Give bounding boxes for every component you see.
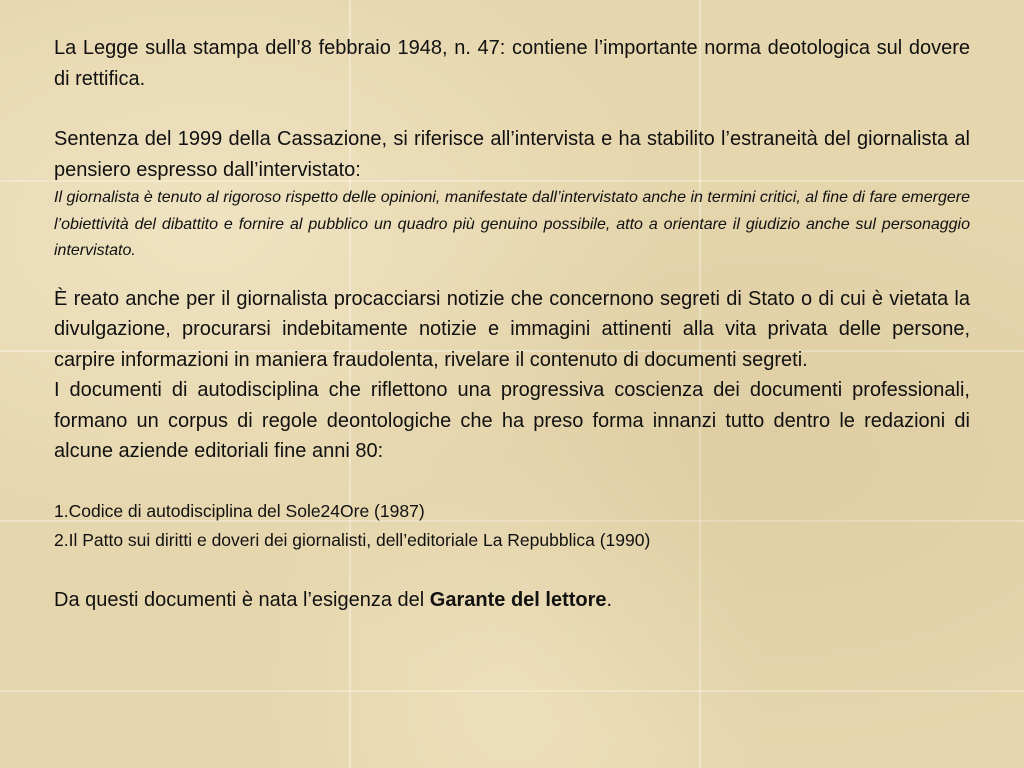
- paragraph-sentenza-cassazione: Sentenza del 1999 della Cassazione, si riferisce all’intervista e ha stabilito l’estraneità del giornalista al pensiero espresso dall’intervistato:: [54, 128, 970, 181]
- spacer: [54, 555, 970, 585]
- documents-list: [54, 497, 970, 555]
- list-item: 1.Codice di autodisciplina del Sole24Ore (1987): [54, 500, 425, 521]
- paragraph-garante: [54, 585, 970, 616]
- paragraph-reato: È reato anche per il giornalista procacciarsi notizie che concernono segreti di Stato o di cui è vietata la divulgazione, procurarsi indebitamente notizie e immagini attinenti alla vita privata delle persone, carpire informazioni in maniera fraudolenta, rivelare il contenuto di documenti segreti.: [54, 287, 970, 371]
- spacer: [54, 94, 970, 124]
- garante-del-lettore: Garante del lettore: [429, 588, 607, 611]
- paragraph-legge-stampa: La Legge sulla stampa dell’8 febbraio 1948, n. 47: contiene l’importante norma deotologica sul dovere di rettifica.: [54, 37, 970, 90]
- slide-body: [54, 33, 970, 615]
- spacer: [54, 467, 970, 497]
- paragraph-documenti-autodisciplina: I documenti di autodisciplina che riflettono una progressiva coscienza dei documenti professionali, formano un corpus di regole deontologiche che ha preso forma innanzi tutto dentro le redazioni di alcune aziende editoriali fine anni 80:: [54, 379, 970, 462]
- list-item: 2.Il Patto sui diritti e doveri dei giornalisti, dell’editoriale La Repubblica (1990): [54, 529, 651, 550]
- spacer: [54, 265, 970, 284]
- garante-prefix: Da questi documenti è nata l’esigenza del: [54, 588, 430, 611]
- garante-suffix: .: [606, 588, 613, 611]
- quote-sentenza: Il giornalista è tenuto al rigoroso rispetto delle opinioni, manifestate dall’intervistato anche in termini critici, al fine di fare emergere l’obiettività del dibattito e fornire al pubblico un quadro più genuino possibile, atto a orientare il giudizio anche sul personaggio intervistato.: [54, 189, 970, 259]
